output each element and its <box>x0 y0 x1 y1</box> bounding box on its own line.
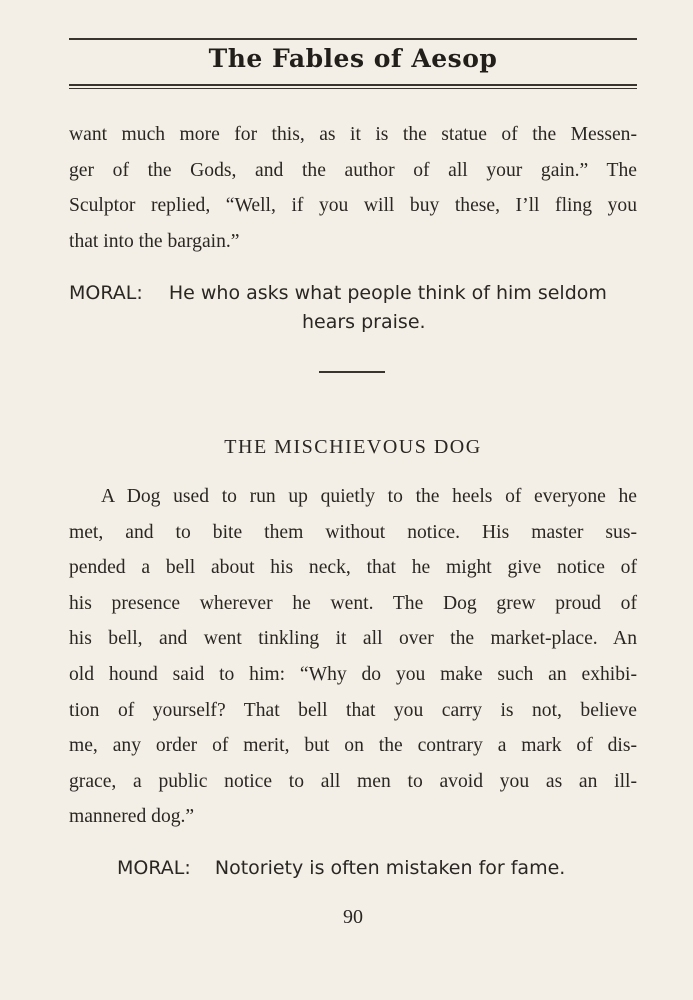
continued-fable-text <box>69 117 637 259</box>
text-line: his bell, and went tinkling it all over the market-place. An <box>69 628 637 650</box>
fable-moral <box>117 857 565 879</box>
text-line: A Dog used to run up quietly to the heels of everyone he <box>101 486 637 507</box>
fable-title: THE MISCHIEVOUS DOG <box>224 436 482 458</box>
text-line: his presence wherever he went. The Dog grew proud of <box>69 592 637 614</box>
text-line: tion of yourself? That bell that you carry is not, believe <box>69 699 637 721</box>
running-head: The Fables of Aesop <box>208 44 498 73</box>
text-line: met, and to bite them without notice. His master sus- <box>69 521 637 543</box>
moral-label: MORAL: <box>117 857 191 879</box>
text-line: pended a bell about his neck, that he might give notice of <box>69 557 637 579</box>
text-line: old hound said to him: “Why do you make such an exhibi- <box>69 663 637 685</box>
page-number: 90 <box>343 906 363 928</box>
text-line: me, any order of merit, but on the contrary a mark of dis- <box>69 735 637 757</box>
text-line: grace, a public notice to all men to avoid you as an ill- <box>69 770 637 792</box>
text-line: Sculptor replied, “Well, if you will buy these, I’ll fling you <box>69 195 637 217</box>
text-line: want much more for this, as it is the statue of the Messen- <box>69 124 637 145</box>
header-rule-bottom <box>69 84 637 86</box>
header-rule-top <box>69 38 637 40</box>
section-divider <box>319 371 385 373</box>
moral-text: He who asks what people think of him seldom <box>168 282 607 304</box>
text-line: that into the bargain.” <box>69 230 240 252</box>
text-line: ger of the Gods, and the author of all your gain.” The <box>69 159 637 181</box>
moral-line <box>69 282 607 304</box>
header-rule-bottom-thin <box>69 88 637 89</box>
moral-text: Notoriety is often mistaken for fame. <box>214 857 566 879</box>
moral-label: MORAL: <box>69 282 143 304</box>
fable-body <box>69 479 637 835</box>
text-line: mannered dog.” <box>69 806 195 828</box>
moral-line-continued: hears praise. <box>302 311 426 333</box>
